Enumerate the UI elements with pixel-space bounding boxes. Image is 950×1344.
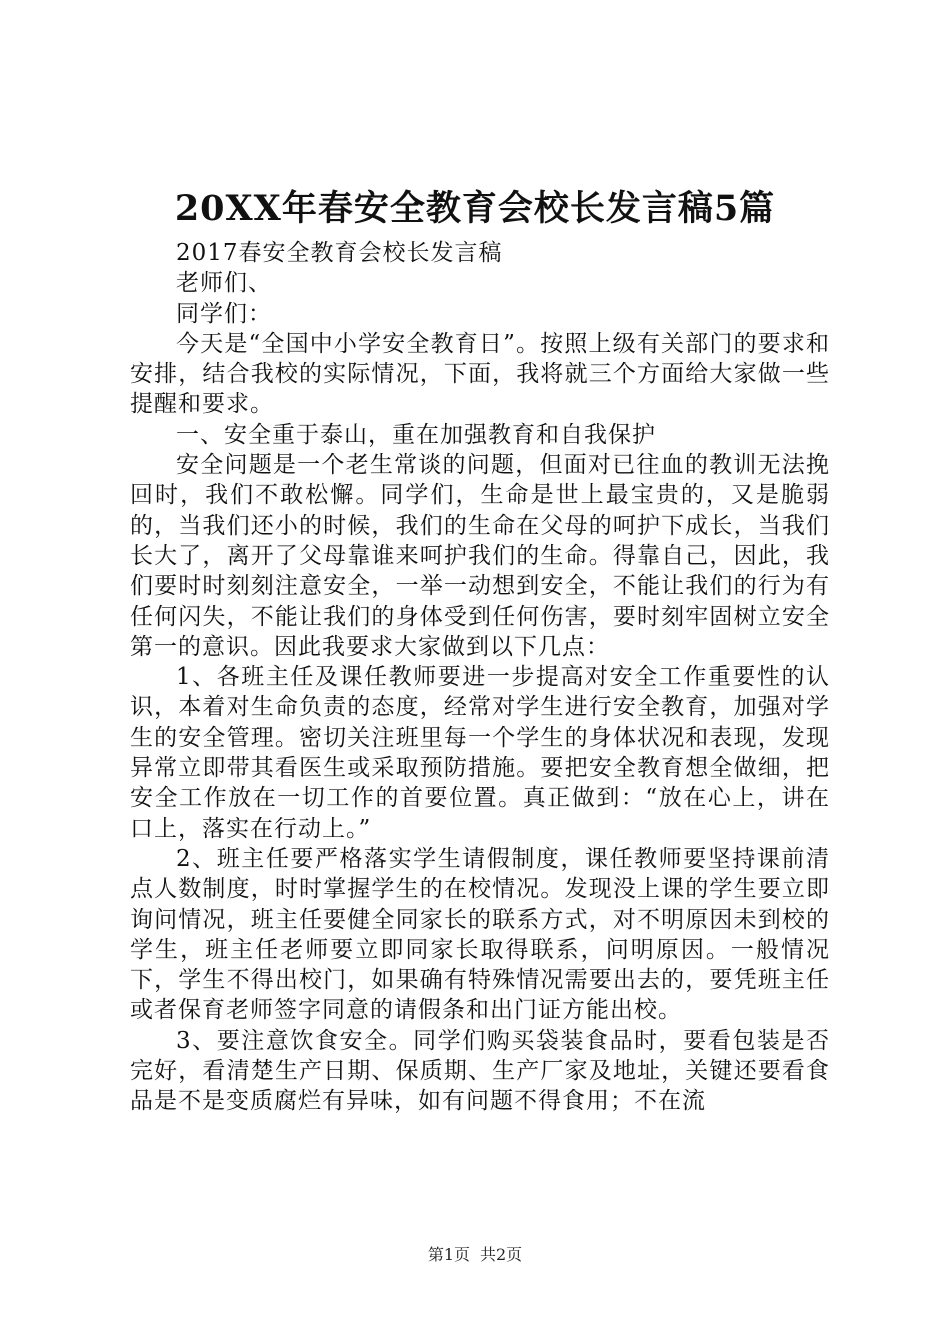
page-number-total: 共2页 [480,1245,523,1264]
subtitle-paragraph: 2017春安全教育会校长发言稿 [176,240,503,266]
document-body [130,238,830,1117]
body-paragraph: 安全问题是一个老生常谈的问题，但面对已往血的教训无法挽回时，我们不敢松懈。同学们，生命是世上最宝贵的，又是脆弱的，当我们还小的时候，我们的生命在父母的呵护下成长，当我们长大了，离开了父母靠谁来呵护我们的生命。得靠自己，因此，我们要时时刻刻注意安全，一举一动想到安全，不能让我们的行为有任何闪失，不能让我们的身体受到任何伤害，要时刻牢固树立安全第一的意识。因此我要求大家做到以下几点： [130,452,830,660]
page-number-current: 第1页 [427,1245,470,1264]
section-heading-1: 一、安全重于泰山，重在加强教育和自我保护 [176,421,656,448]
salutation-students: 同学们： [176,300,272,327]
page-footer [0,1244,950,1266]
document-title: 20XX年春安全教育会校长发言稿5篇 [174,188,776,229]
point-3-paragraph: 3、要注意饮食安全。同学们购买袋装食品时，要看包装是否完好，看清楚生产日期、保质期、生产厂家及地址，关键还要看食品是不是变质腐烂有异味，如有问题不得食用；不在流 [130,1027,830,1115]
point-1-paragraph: 1、各班主任及课任教师要进一步提高对安全工作重要性的认识，本着对生命负责的态度，经常对学生进行安全教育，加强对学生的安全管理。密切关注班里每一个学生的身体状况和表现，发现异常立即带其看医生或采取预防措施。要把安全教育想全做细，把安全工作放在一切工作的首要位置。真正做到：“放在心上，讲在口上，落实在行动上。” [130,664,830,842]
intro-paragraph: 今天是“全国中小学安全教育日”。按照上级有关部门的要求和安排，结合我校的实际情况，下面，我将就三个方面给大家做一些提醒和要求。 [130,330,830,418]
salutation-teachers: 老师们、 [176,270,272,297]
point-2-paragraph: 2、班主任要严格落实学生请假制度，课任教师要坚持课前清点人数制度，时时掌握学生的在校情况。发现没上课的学生要立即询问情况，班主任要健全同家长的联系方式，对不明原因未到校的学生，班主任老师要立即同家长取得联系，问明原因。一般情况下，学生不得出校门，如果确有特殊情况需要出去的，要凭班主任或者保育老师签字同意的请假条和出门证方能出校。 [130,845,830,1024]
